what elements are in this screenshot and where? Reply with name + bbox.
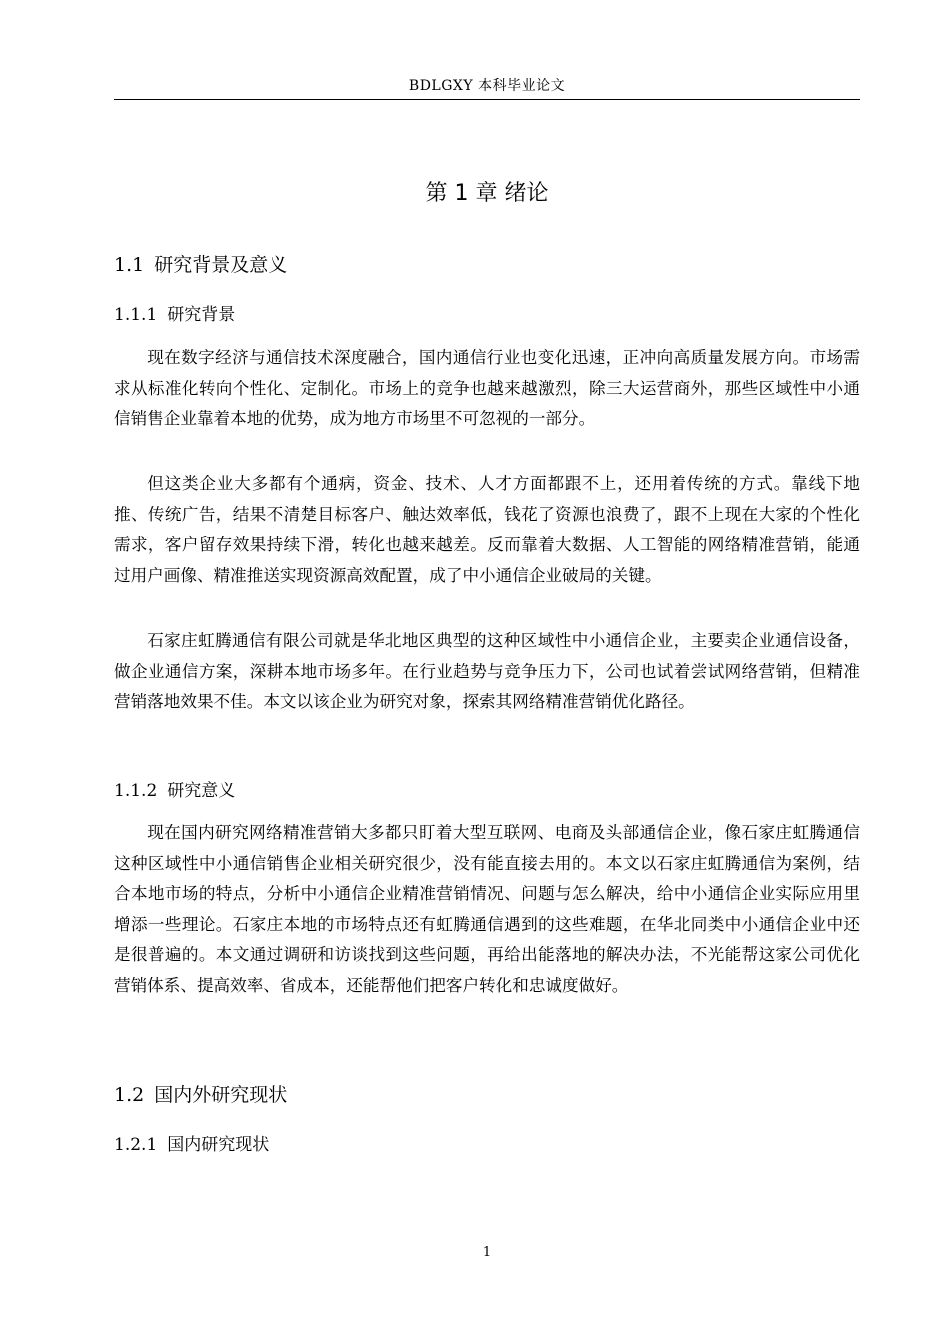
subsection-number: 1.1.1 <box>114 305 158 325</box>
section-title: 研究背景及意义 <box>154 254 288 276</box>
subsection-heading-1-2-1 <box>114 1131 860 1159</box>
header-rule <box>114 99 860 100</box>
page-number: 1 <box>482 1245 492 1260</box>
section-title: 国内外研究现状 <box>154 1084 288 1106</box>
paragraph-3: 石家庄虹腾通信有限公司就是华北地区典型的这种区域性中小通信企业，主要卖企业通信设备，做企业通信方案，深耕本地市场多年。在行业趋势与竞争压力下，公司也试着尝试网络营销，但精准营销落地效果不佳。本文以该企业为研究对象，探索其网络精准营销优化路径。 <box>114 631 860 711</box>
subsection-heading-1-1-1 <box>114 301 860 329</box>
paragraph-1: 现在数字经济与通信技术深度融合，国内通信行业也变化迅速，正冲向高质量发展方向。市场需求从标准化转向个性化、定制化。市场上的竞争也越来越激烈，除三大运营商外，那些区域性中小通信销售企业靠着本地的优势，成为地方市场里不可忽视的一部分。 <box>114 348 860 428</box>
subsection-title: 国内研究现状 <box>167 1135 270 1155</box>
section-number: 1.1 <box>114 254 145 276</box>
chapter-title: 第 1 章 绪论 <box>425 181 549 206</box>
subsection-heading-1-1-2 <box>114 777 860 805</box>
section-heading-1-1 <box>114 250 860 280</box>
section-heading-1-2 <box>114 1080 860 1110</box>
running-header: BDLGXY 本科毕业论文 <box>408 78 566 94</box>
subsection-number: 1.1.2 <box>114 781 158 801</box>
subsection-title: 研究意义 <box>167 781 236 801</box>
paragraph-2: 但这类企业大多都有个通病，资金、技术、人才方面都跟不上，还用着传统的方式。靠线下地推、传统广告，结果不清楚目标客户、触达效率低，钱花了资源也浪费了，跟不上现在大家的个性化需求，客户留存效果持续下滑，转化也越来越差。反而靠着大数据、人工智能的网络精准营销，能通过用户画像、精准推送实现资源高效配置，成了中小通信企业破局的关键。 <box>114 474 860 585</box>
section-number: 1.2 <box>114 1084 145 1106</box>
subsection-title: 研究背景 <box>167 305 236 325</box>
paragraph-4: 现在国内研究网络精准营销大多都只盯着大型互联网、电商及头部通信企业，像石家庄虹腾通信这种区域性中小通信销售企业相关研究很少，没有能直接去用的。本文以石家庄虹腾通信为案例，结合本地市场的特点，分析中小通信企业精准营销情况、问题与怎么解决，给中小通信企业实际应用里增添一些理论。石家庄本地的市场特点还有虹腾通信遇到的这些难题，在华北同类中小通信企业中还是很普遍的。本文通过调研和访谈找到这些问题，再给出能落地的解决办法，不光能帮这家公司优化营销体系、提高效率、省成本，还能帮他们把客户转化和忠诚度做好。 <box>114 823 860 995</box>
subsection-number: 1.2.1 <box>114 1135 158 1155</box>
